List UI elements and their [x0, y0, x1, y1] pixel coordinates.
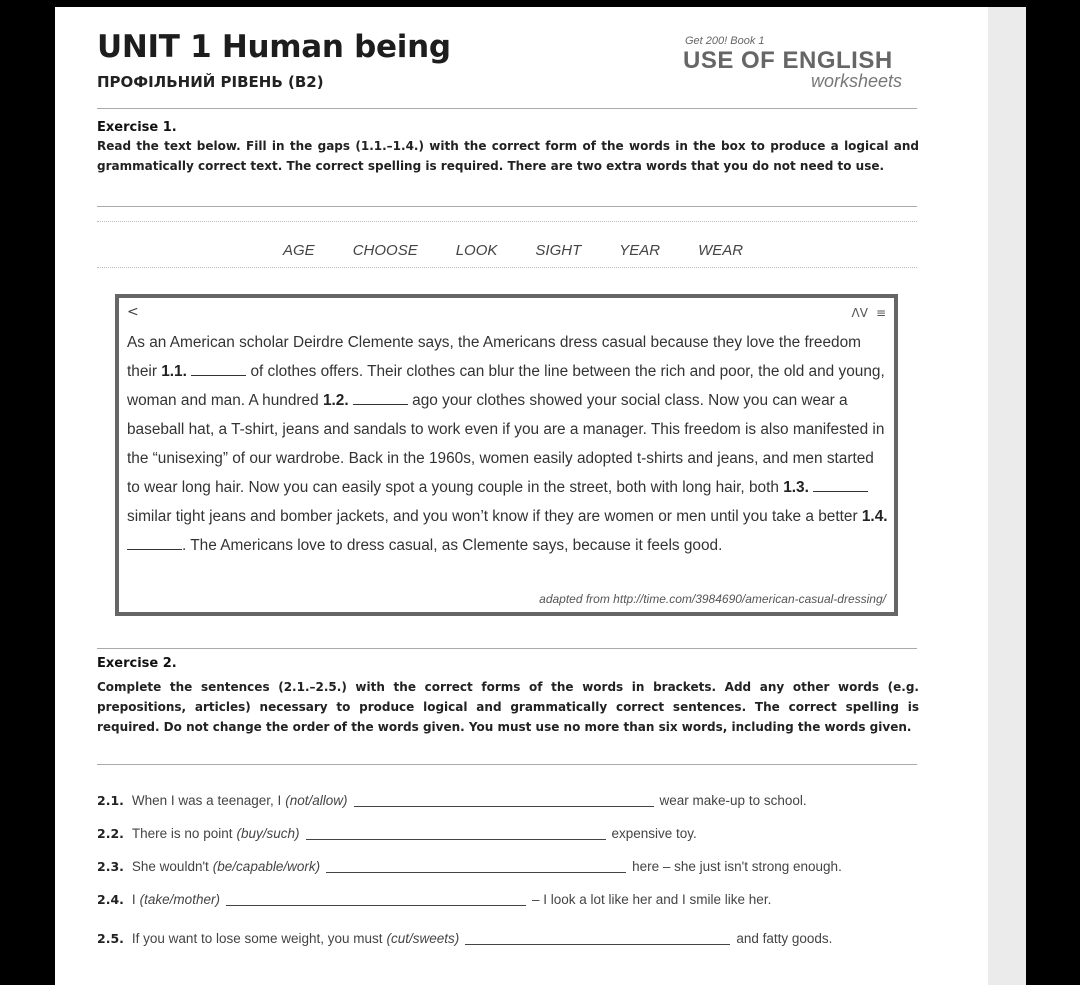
- text-part: . The Americans love to dress casual, as Clemente says, because it feels good.: [182, 537, 723, 554]
- text-tools: [852, 306, 886, 320]
- sentence-item: [97, 888, 927, 910]
- item-hint: (not/allow): [285, 792, 348, 808]
- word-item: YEAR: [619, 241, 661, 259]
- text-part: As an American scholar Deirdre Clemente says, the Americans dress casual because they love the freedom their: [127, 334, 861, 380]
- word-item: AGE: [283, 241, 315, 259]
- exercise1-title: Exercise 1.: [97, 120, 177, 135]
- item-text-before: I: [131, 891, 136, 907]
- answer-line[interactable]: [354, 794, 654, 807]
- text-box: [115, 294, 898, 616]
- sentence-item: [97, 855, 927, 877]
- item-text-before: She wouldn't: [131, 858, 209, 874]
- sentence-item: [97, 927, 927, 949]
- item-text-before: When I was a teenager, I: [131, 792, 282, 808]
- source-citation: adapted from http://time.com/3984690/american-casual-dressing/: [539, 592, 886, 606]
- word-item: LOOK: [455, 241, 498, 259]
- wordbox-top-border: [97, 221, 917, 222]
- item-text-before: If you want to lose some weight, you must: [131, 930, 383, 946]
- item-number: 2.5.: [97, 930, 124, 946]
- item-hint: (cut/sweets): [386, 930, 460, 946]
- item-text-after: wear make-up to school.: [659, 792, 807, 808]
- item-text-after: – I look a lot like her and I smile like her.: [531, 891, 772, 907]
- header-divider: [97, 108, 917, 109]
- reading-text: [127, 328, 889, 560]
- gap-blank[interactable]: [813, 479, 868, 492]
- sentence-item: [97, 789, 927, 811]
- gap-number: 1.3.: [783, 479, 809, 496]
- item-text-after: and fatty goods.: [736, 930, 833, 946]
- wordbox-bottom-border: [97, 267, 917, 268]
- answer-line[interactable]: [465, 932, 730, 945]
- item-number: 2.1.: [97, 792, 124, 808]
- gap-blank[interactable]: [127, 537, 182, 550]
- unit-title: UNIT 1 Human being: [97, 29, 451, 65]
- answer-line[interactable]: [326, 860, 626, 873]
- item-number: 2.4.: [97, 891, 124, 907]
- item-number: 2.2.: [97, 825, 124, 841]
- text-part: ago your clothes showed your social class. Now you can wear a baseball hat, a T-shirt, jeans and sandals to work even if you are a manager. This freedom is also manifested in the “unisexing” of our wardrobe. Back in the 1960s, women easily adopted t-shirts and jeans, and men started to wear long hair. Now you can easily spot a young couple in the street, both with long hair, both: [127, 392, 885, 496]
- word-item: SIGHT: [535, 241, 582, 259]
- scrollbar-track[interactable]: [988, 7, 1026, 985]
- item-hint: (take/mother): [139, 891, 220, 907]
- brand-book-label: Get 200! Book 1: [685, 35, 765, 47]
- brand-logo-title: USE OF ENGLISH: [683, 47, 893, 74]
- answer-line[interactable]: [226, 893, 526, 906]
- item-number: 2.3.: [97, 858, 124, 874]
- gap-number: 1.1.: [161, 363, 187, 380]
- divider: [97, 764, 917, 765]
- divider: [97, 648, 917, 649]
- level-label: ПРОФІЛЬНИЙ РІВЕНЬ (B2): [97, 73, 324, 91]
- item-text-after: expensive toy.: [611, 825, 697, 841]
- item-text-after: here – she just isn't strong enough.: [632, 858, 842, 874]
- exercise1-instruction: Read the text below. Fill in the gaps (1.1.–1.4.) with the correct form of the words in the box to produce a logical and grammatically correct text. The correct spelling is required. There are two extra words that you do not need to use.: [97, 139, 919, 173]
- item-hint: (be/capable/work): [212, 858, 321, 874]
- gap-blank[interactable]: [191, 363, 246, 376]
- back-chevron-icon[interactable]: <: [127, 304, 139, 320]
- gap-blank[interactable]: [353, 392, 408, 405]
- gap-number: 1.2.: [322, 392, 349, 409]
- gap-number: 1.4.: [861, 508, 888, 525]
- item-text-before: There is no point: [131, 825, 233, 841]
- text-part: of clothes offers. Their clothes can blur the line between the rich and poor, the old and young, woman and man. A hundred: [127, 363, 885, 409]
- menu-icon[interactable]: ≡: [875, 306, 886, 320]
- text-part: similar tight jeans and bomber jackets, and you won’t know if they are women or men until you take a better: [127, 508, 862, 525]
- word-item: WEAR: [698, 241, 744, 259]
- word-item: CHOOSE: [352, 241, 418, 259]
- sentence-item: [97, 822, 927, 844]
- divider: [97, 206, 917, 207]
- font-size-icon[interactable]: ΛV: [851, 306, 868, 320]
- exercise2-title: Exercise 2.: [97, 656, 177, 671]
- answer-line[interactable]: [306, 827, 606, 840]
- brand-logo-subtitle: worksheets: [811, 71, 903, 91]
- word-box: [283, 235, 843, 265]
- exercise2-instruction: Complete the sentences (2.1.–2.5.) with the correct forms of the words in brackets. Add any other words (e.g. prepositions, articles) necessary to produce logical and grammatically correct sentences. The correct spelling is required. Do not change the order of the words given. You must use no more than six words, including the words given.: [97, 680, 919, 734]
- worksheet-page: [55, 7, 990, 985]
- item-hint: (buy/such): [236, 825, 300, 841]
